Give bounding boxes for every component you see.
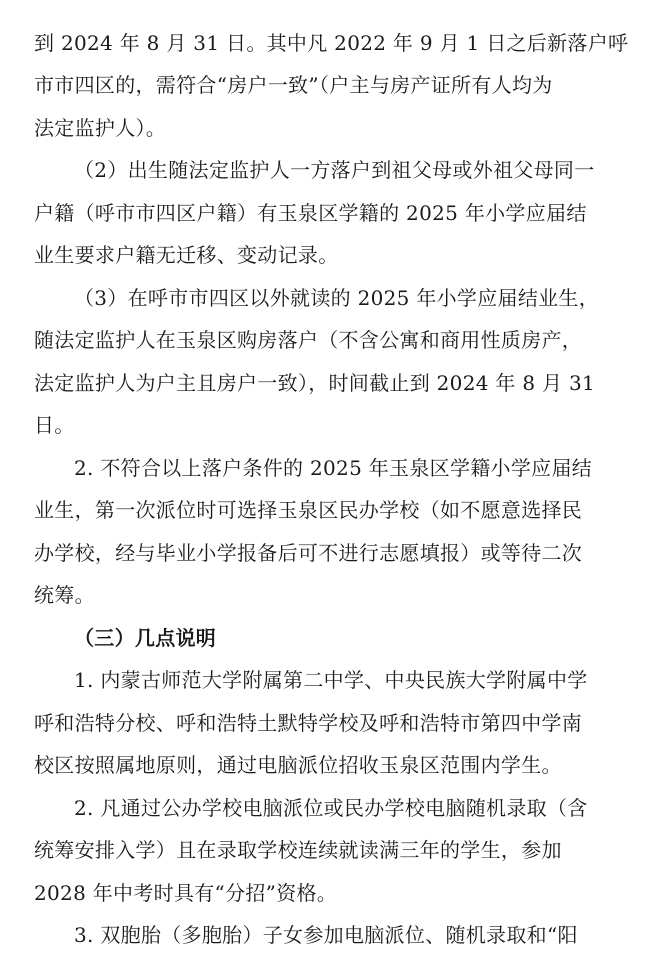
- text-line: 户籍（呼市市四区户籍）有玉泉区学籍的 2025 年小学应届结: [34, 200, 587, 225]
- text-line: 到 2024 年 8 月 31 日。其中凡 2022 年 9 月 1 日之后新落户呼: [34, 31, 629, 55]
- text-line: 办学校，经与毕业小学报备后可不进行志愿填报）或等待二次: [34, 540, 583, 565]
- text-line: 呼和浩特分校、呼和浩特土默特学校及呼和浩特市第四中学南: [34, 710, 583, 735]
- text-line: 法定监护人为户主且房户一致），时间截止到 2024 年 8 月 31: [34, 370, 596, 395]
- text-line: 校区按照属地原则，通过电脑派位招收玉泉区范围内学生。: [34, 753, 562, 777]
- paragraph-start: 2. 凡通过公办学校电脑派位或民办学校电脑随机录取（含: [74, 795, 588, 820]
- paragraph-start: 3. 双胞胎（多胞胎）子女参加电脑派位、随机录取和“阳: [74, 923, 578, 947]
- text-line: 市市四区的，需符合“房户一致”（户主与房产证所有人均为: [34, 73, 553, 97]
- text-line: 日。: [34, 413, 75, 437]
- text-line: 法定监护人）。: [34, 115, 167, 140]
- text-line: 统筹安排入学）且在录取学校连续就读满三年的学生，参加: [34, 838, 562, 862]
- paragraph-start: （2）出生随法定监护人一方落户到祖父母或外祖父母同一: [74, 158, 595, 182]
- text-line: 业生，第一次派位时可选择玉泉区民办学校（如不愿意选择民: [34, 498, 583, 522]
- paragraph-start: （3）在呼市市四区以外就读的 2025 年小学应届结业生，: [74, 285, 600, 310]
- text-line: 业生要求户籍无迁移、变动记录。: [34, 243, 339, 267]
- section-heading: （三）几点说明: [74, 625, 217, 650]
- text-line: 2028 年中考时具有“分招”资格。: [34, 880, 338, 905]
- paragraph-start: 2. 不符合以上落户条件的 2025 年玉泉区学籍小学应届结: [74, 455, 593, 480]
- document-page: [34, 0, 630, 957]
- paragraph-start: 1. 内蒙古师范大学附属第二中学、中央民族大学附属中学: [74, 668, 588, 692]
- text-line: 随法定监护人在玉泉区购房落户（不含公寓和商用性质房产，: [34, 328, 583, 352]
- text-line: 统筹。: [34, 583, 95, 607]
